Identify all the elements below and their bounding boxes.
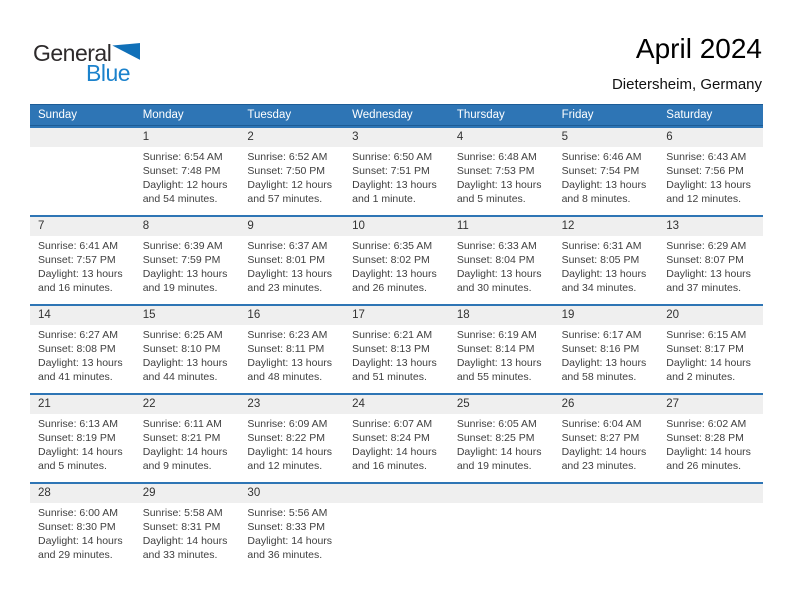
sunrise-text: Sunrise: 6:21 AM (352, 329, 433, 341)
sunrise-text: Sunrise: 6:35 AM (352, 240, 433, 252)
day-details-row (30, 147, 763, 206)
sunrise-text: Sunrise: 6:29 AM (666, 240, 747, 252)
day-cell (658, 503, 763, 562)
sunset-text: Sunset: 7:51 PM (352, 165, 430, 177)
day-cell (658, 147, 763, 206)
day-number: 3 (352, 131, 359, 143)
daylight-text: Daylight: 14 hours and 2 minutes. (666, 357, 751, 383)
day-cell (344, 503, 449, 562)
page-title: April 2024 (635, 33, 762, 64)
sunset-text: Sunset: 8:02 PM (352, 254, 430, 266)
day-cell (239, 414, 344, 473)
day-cell (239, 325, 344, 384)
daylight-text: Daylight: 13 hours and 58 minutes. (561, 357, 647, 383)
sunrise-text: Sunrise: 6:02 AM (666, 418, 747, 430)
day-cell (554, 325, 659, 384)
day-cell (658, 414, 763, 473)
day-number: 13 (666, 220, 680, 232)
day-number: 29 (142, 487, 156, 499)
day-number: 27 (666, 398, 680, 410)
daylight-text: Daylight: 14 hours and 26 minutes. (666, 446, 751, 472)
daylight-text: Daylight: 13 hours and 34 minutes. (561, 268, 647, 294)
day-number: 20 (666, 309, 680, 321)
sunrise-text: Sunrise: 6:19 AM (456, 329, 537, 341)
day-cell (239, 236, 344, 295)
sunset-text: Sunset: 8:11 PM (247, 343, 325, 355)
daylight-text: Daylight: 12 hours and 54 minutes. (142, 179, 228, 205)
sunset-text: Sunset: 7:56 PM (666, 165, 744, 177)
daylight-text: Daylight: 14 hours and 16 minutes. (352, 446, 437, 472)
day-cell (554, 147, 659, 206)
day-number: 4 (456, 131, 464, 143)
week-row (30, 393, 763, 473)
day-cell (239, 147, 344, 206)
day-number: 21 (38, 398, 51, 410)
day-number (554, 484, 659, 503)
daylight-text: Daylight: 13 hours and 1 minute. (352, 179, 437, 205)
sunset-text: Sunset: 8:14 PM (456, 343, 535, 355)
sunset-text: Sunset: 7:53 PM (456, 165, 535, 177)
blue-triangle-icon (112, 43, 140, 60)
day-cell (344, 236, 449, 295)
daylight-text: Daylight: 13 hours and 26 minutes. (352, 268, 437, 294)
day-number: 28 (38, 487, 51, 499)
day-number: 8 (142, 220, 150, 232)
calendar-weeks (30, 126, 763, 562)
sunset-text: Sunset: 8:22 PM (247, 432, 326, 444)
daylight-text: Daylight: 13 hours and 12 minutes. (666, 179, 751, 205)
weekday-header-saturday: Saturday (666, 109, 713, 121)
day-details-row (30, 503, 763, 562)
daylight-text: Daylight: 14 hours and 29 minutes. (38, 535, 123, 561)
sunset-text: Sunset: 8:33 PM (247, 521, 326, 533)
sunset-text: Sunset: 8:16 PM (561, 343, 640, 355)
daylight-text: Daylight: 13 hours and 23 minutes. (247, 268, 333, 294)
day-number-band (30, 128, 763, 147)
day-number: 10 (352, 220, 365, 232)
general-blue-logo (33, 42, 140, 85)
sunrise-text: Sunrise: 6:11 AM (142, 418, 222, 430)
day-cell (449, 236, 554, 295)
daylight-text: Daylight: 13 hours and 30 minutes. (456, 268, 542, 294)
sunrise-text: Sunrise: 6:09 AM (247, 418, 328, 430)
day-number: 24 (352, 398, 365, 410)
day-cell (449, 147, 554, 206)
sunrise-text: Sunrise: 6:00 AM (38, 507, 118, 519)
week-row (30, 482, 763, 562)
week-row (30, 126, 763, 206)
day-number: 15 (142, 309, 156, 321)
day-cell (658, 325, 763, 384)
weekday-header-sunday: Sunday (38, 109, 78, 121)
day-cell (30, 414, 135, 473)
sunrise-text: Sunrise: 6:07 AM (352, 418, 433, 430)
day-number-band (30, 484, 763, 503)
daylight-text: Daylight: 13 hours and 5 minutes. (456, 179, 542, 205)
sunrise-text: Sunrise: 6:05 AM (456, 418, 537, 430)
day-cell (449, 414, 554, 473)
day-cell (344, 325, 449, 384)
day-number (344, 484, 449, 503)
day-details-row (30, 236, 763, 295)
day-number: 2 (247, 131, 254, 143)
day-cell (449, 325, 554, 384)
sunset-text: Sunset: 8:31 PM (142, 521, 221, 533)
sunrise-text: Sunrise: 6:54 AM (142, 151, 223, 163)
daylight-text: Daylight: 14 hours and 23 minutes. (561, 446, 647, 472)
day-number: 16 (247, 309, 261, 321)
sunset-text: Sunset: 8:13 PM (352, 343, 430, 355)
weekday-header-tuesday: Tuesday (247, 109, 292, 121)
week-row (30, 304, 763, 384)
sunrise-text: Sunrise: 6:43 AM (666, 151, 747, 163)
day-number: 26 (561, 398, 575, 410)
day-cell (554, 236, 659, 295)
sunrise-text: Sunrise: 6:33 AM (456, 240, 537, 252)
sunset-text: Sunset: 8:04 PM (456, 254, 535, 266)
page-subtitle: Dietersheim, Germany (611, 76, 762, 93)
sunrise-text: Sunrise: 6:04 AM (561, 418, 642, 430)
day-number: 6 (666, 131, 673, 143)
sunrise-text: Sunrise: 6:27 AM (38, 329, 118, 341)
weekday-header-thursday: Thursday (456, 109, 505, 121)
daylight-text: Daylight: 13 hours and 55 minutes. (456, 357, 542, 383)
sunrise-text: Sunrise: 6:37 AM (247, 240, 328, 252)
day-number (658, 484, 763, 503)
sunrise-text: Sunrise: 6:41 AM (38, 240, 118, 252)
sunset-text: Sunset: 8:05 PM (561, 254, 640, 266)
sunrise-text: Sunrise: 6:48 AM (456, 151, 537, 163)
day-cell (449, 503, 554, 562)
day-cell (554, 414, 659, 473)
sunset-text: Sunset: 8:27 PM (561, 432, 640, 444)
daylight-text: Daylight: 13 hours and 19 minutes. (142, 268, 228, 294)
day-cell (30, 325, 135, 384)
sunset-text: Sunset: 8:08 PM (38, 343, 116, 355)
daylight-text: Daylight: 13 hours and 48 minutes. (247, 357, 333, 383)
daylight-text: Daylight: 14 hours and 19 minutes. (456, 446, 542, 472)
sunset-text: Sunset: 7:54 PM (561, 165, 640, 177)
day-cell (135, 325, 240, 384)
day-number-band (30, 306, 763, 325)
day-number: 18 (456, 309, 470, 321)
sunset-text: Sunset: 8:25 PM (456, 432, 535, 444)
sunrise-text: Sunrise: 6:39 AM (142, 240, 223, 252)
sunset-text: Sunset: 8:07 PM (666, 254, 744, 266)
sunrise-text: Sunrise: 6:25 AM (142, 329, 223, 341)
sunset-text: Sunset: 8:19 PM (38, 432, 116, 444)
day-cell (239, 503, 344, 562)
day-cell (658, 236, 763, 295)
daylight-text: Daylight: 13 hours and 41 minutes. (38, 357, 123, 383)
day-cell (344, 414, 449, 473)
sunset-text: Sunset: 7:50 PM (247, 165, 326, 177)
day-number: 11 (456, 220, 469, 232)
sunrise-text: Sunrise: 5:56 AM (247, 507, 328, 519)
daylight-text: Daylight: 13 hours and 8 minutes. (561, 179, 647, 205)
sunset-text: Sunset: 8:01 PM (247, 254, 326, 266)
sunset-text: Sunset: 7:48 PM (142, 165, 221, 177)
day-cell (135, 236, 240, 295)
day-number: 14 (38, 309, 51, 321)
logo-text-blue: Blue (86, 60, 131, 86)
sunset-text: Sunset: 8:10 PM (142, 343, 221, 355)
daylight-text: Daylight: 13 hours and 16 minutes. (38, 268, 123, 294)
sunrise-text: Sunrise: 6:23 AM (247, 329, 328, 341)
day-cell (554, 503, 659, 562)
day-number: 17 (352, 309, 365, 321)
day-number: 12 (561, 220, 575, 232)
day-number: 1 (142, 131, 150, 143)
day-number: 23 (247, 398, 261, 410)
day-cell (30, 503, 135, 562)
daylight-text: Daylight: 12 hours and 57 minutes. (247, 179, 333, 205)
sunset-text: Sunset: 8:17 PM (666, 343, 744, 355)
calendar-table (30, 104, 763, 571)
day-details-row (30, 325, 763, 384)
sunrise-text: Sunrise: 6:50 AM (352, 151, 433, 163)
day-cell (30, 236, 135, 295)
sunset-text: Sunset: 7:57 PM (38, 254, 116, 266)
sunset-text: Sunset: 7:59 PM (142, 254, 221, 266)
logo-text-general: General (33, 40, 112, 66)
sunset-text: Sunset: 8:28 PM (666, 432, 744, 444)
daylight-text: Daylight: 13 hours and 51 minutes. (352, 357, 437, 383)
sunset-text: Sunset: 8:30 PM (38, 521, 116, 533)
sunset-text: Sunset: 8:24 PM (352, 432, 430, 444)
sunrise-text: Sunrise: 6:15 AM (666, 329, 747, 341)
sunrise-text: Sunrise: 6:17 AM (561, 329, 642, 341)
day-cell (344, 147, 449, 206)
day-number: 7 (38, 220, 45, 232)
day-number (449, 484, 554, 503)
day-cell (135, 414, 240, 473)
weekday-header-monday: Monday (142, 109, 184, 121)
week-row (30, 215, 763, 295)
day-number-band (30, 395, 763, 414)
day-number-band (30, 217, 763, 236)
day-number: 19 (561, 309, 575, 321)
day-number: 9 (247, 220, 254, 232)
daylight-text: Daylight: 14 hours and 12 minutes. (247, 446, 333, 472)
daylight-text: Daylight: 13 hours and 44 minutes. (142, 357, 228, 383)
daylight-text: Daylight: 14 hours and 33 minutes. (142, 535, 228, 561)
sunrise-text: Sunrise: 5:58 AM (142, 507, 223, 519)
sunrise-text: Sunrise: 6:46 AM (561, 151, 642, 163)
day-cell (30, 147, 135, 206)
daylight-text: Daylight: 14 hours and 36 minutes. (247, 535, 333, 561)
day-number: 5 (561, 131, 568, 143)
day-details-row (30, 414, 763, 473)
sunrise-text: Sunrise: 6:13 AM (38, 418, 118, 430)
sunrise-text: Sunrise: 6:31 AM (561, 240, 642, 252)
day-cell (135, 503, 240, 562)
day-number: 22 (142, 398, 156, 410)
daylight-text: Daylight: 13 hours and 37 minutes. (666, 268, 751, 294)
day-number: 25 (456, 398, 470, 410)
weekday-header-row (30, 104, 763, 126)
sunrise-text: Sunrise: 6:52 AM (247, 151, 328, 163)
sunset-text: Sunset: 8:21 PM (142, 432, 221, 444)
daylight-text: Daylight: 14 hours and 5 minutes. (38, 446, 123, 472)
day-number: 30 (247, 487, 261, 499)
daylight-text: Daylight: 14 hours and 9 minutes. (142, 446, 228, 472)
day-cell (135, 147, 240, 206)
day-number (30, 128, 135, 147)
weekday-header-wednesday: Wednesday (352, 109, 413, 121)
weekday-header-friday: Friday (561, 109, 594, 121)
